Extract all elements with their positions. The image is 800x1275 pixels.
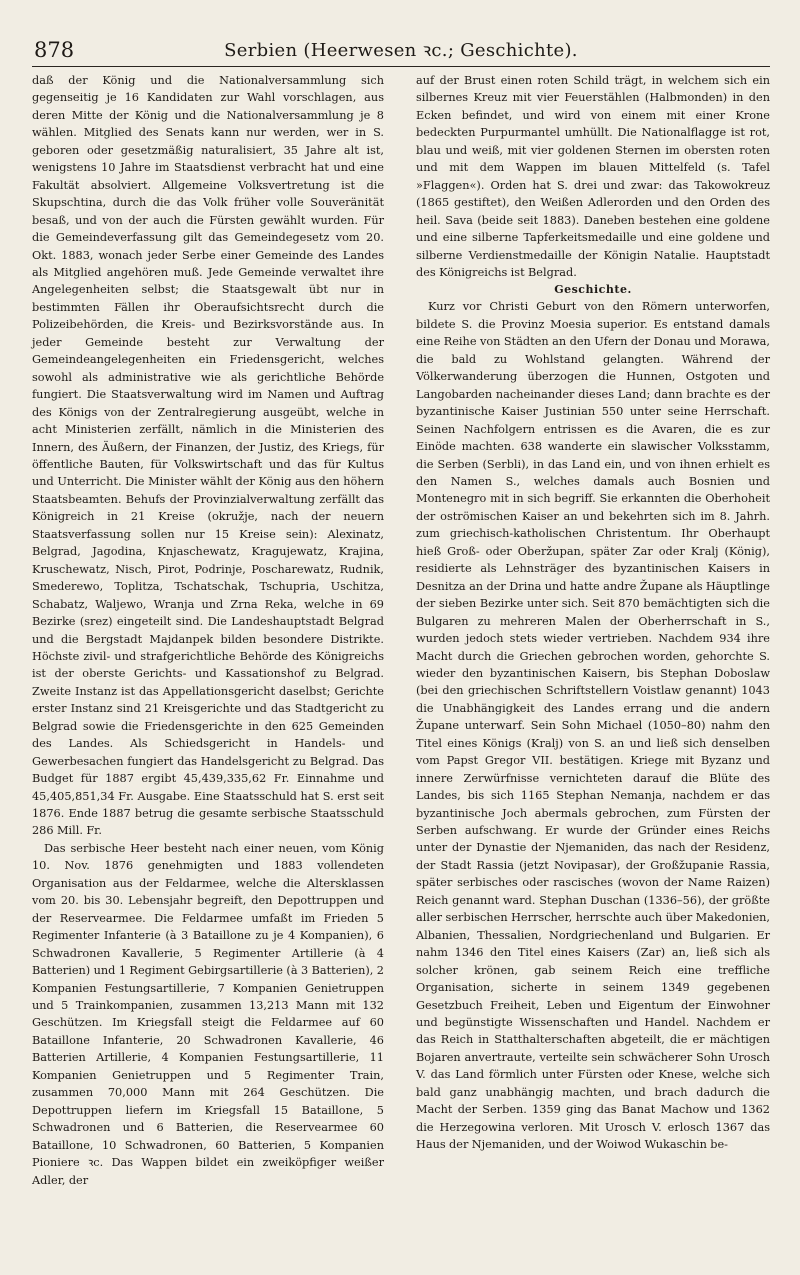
section-heading-history: Geschichte. <box>554 283 632 297</box>
paragraph-coat-of-arms: auf der Brust einen roten Schild trägt, in welchem sich ein silbernes Kreuz mit vier Feuerstählen (Halbmonden) in den Ecken befindet, und wird von einem mit einer Krone bedeckten Purpurmantel umhüllt. Die Nationalflagge ist rot, blau und weiß, mit vier goldenen Sternen im obersten roten und mit dem Wappen im blauen Mittelfeld (s. Tafel »Flaggen«). Orden hat S. drei und zwar: das Takowokreuz (1865 gestiftet), den Weißen Adlerorden und den Orden des heil. Sava (beide seit 1883). Daneben bestehen eine goldene und eine silberne Tapferkeitsmedaille und eine goldene und silberne Verdienstmedaille der Königin Natalie. Hauptstadt des Königreichs ist Belgrad. <box>416 74 770 279</box>
paragraph-constitution: daß der König und die Nationalversammlung sich gegenseitig je 16 Kandidaten zur Wahl vorschlagen, aus deren Mitte der König und die Nationalversammlung je 8 wählen. Mitglied des Senats kann nur werden, wer in S. geboren oder gesetzmäßig naturalisiert, 35 Jahre alt ist, wenigstens 10 Jahre im Staatsdienst verbracht hat und eine Fakultät absolviert. Allgemeine Volksvertretung ist die Skupschtina, durch die das Volk früher volle Souveränität besaß, und von der auch die Fürsten gewählt wurden. Für die Gemeindeverfassung gilt das Gemeindegesetz vom 20. Okt. 1883, wonach jeder Serbe einer Gemeinde des Landes als Mitglied angehören muß. Jede Gemeinde verwaltet ihre Angelegenheiten selbst; die Staatsgewalt übt nur in bestimmten Fällen ihr Oberaufsichtsrecht durch die Polizeibehörden, die Kreis- und Bezirksvorstände aus. In jeder Gemeinde besteht zur Verwaltung der Gemeindeangelegenheiten ein Friedensgericht, welches sowohl als administrative wie als gerichtliche Behörde fungiert. Die Staatsverwaltung wird im Namen und Auftrag des Königs von der Zentralregierung ausgeübt, welche in acht Ministerien zerfällt, nämlich in die Ministerien des Innern, des Äußern, der Finanzen, der Justiz, des Kriegs, für öffentliche Bauten, für Volkswirtschaft und das für Kultus und Unterricht. Die Minister wählt der König aus den höhern Staatsbeamten. Behufs der Provinzialverwaltung zerfällt das Königreich in 21 Kreise (okružje, nach der neuern Staatsverfassung sollen nur 15 Kreise sein): Alexinatz, Belgrad, Jagodina, Knjaschewatz, Kragujewatz, Krajina, Kruschewatz, Nisch, Pirot, Podrinje, Poscharewatz, Rudnik, Smederewo, Toplitza, Tschatschak, Tschupria, Uschitza, Schabatz, Waljewo, Wranja und Zrna Reka, welche in 69 Bezirke (srez) eingeteilt sind. Die Landeshauptstadt Belgrad und die Bergstadt Majdanpek bilden besondere Distrikte. Höchste zivil- und strafgerichtliche Behörde des Königreichs ist der oberste Gerichts- und Kassationshof zu Belgrad. Zweite Instanz ist das Appellationsgericht daselbst; Gerichte erster Instanz sind 21 Kreisgerichte und das Stadtgericht zu Belgrad sowie die Friedensgerichte in den 625 Gemeinden des Landes. Als Schiedsgericht in Handels- und Gewerbesachen fungiert das Handelsgericht zu Belgrad. Das Budget für 1887 ergibt 45,439,335,62 Fr. Einnahme und 45,405,851,34 Fr. Ausgabe. Eine Staatsschuld hat S. erst seit 1876. Ende 1887 betrug die gesamte serbische Staatsschuld 286 Mill. Fr. <box>32 74 384 838</box>
running-title: Serbien (Heerwesen ꝛc.; Geschichte). <box>224 40 578 61</box>
right-column <box>416 72 770 1154</box>
page-number: 878 <box>34 38 75 62</box>
paragraph-history: Kurz vor Christi Geburt von den Römern unterworfen, bildete S. die Provinz Moesia superior. Es entstand damals eine Reihe von Städten an den Ufern der Donau und Morawa, die bald zu Wohlstand gelangten. Während der Völkerwanderung überzogen die Hunnen, Ostgoten und Langobarden nacheinander dieses Land; dann brachte es der byzantinische Kaiser Justinian 550 unter seine Herrschaft. Seinen Nachfolgern entrissen es die Avaren, die es zur Einöde machten. 638 wanderte ein slawischer Volksstamm, die Serben (Serbli), in das Land ein, und von ihnen erhielt es den Namen S., welches damals auch Bosnien und Montenegro mit in sich begriff. Sie erkannten die Oberhoheit der oströmischen Kaiser an und bekehrten sich im 8. Jahrh. zum griechisch-katholischen Christentum. Ihr Oberhaupt hieß Groß- oder Oberžupan, später Zar oder Kralj (König), residierte als Lehnsträger des byzantinischen Kaisers in Desnitza an der Drina und hatte andre Župane als Häuptlinge der sieben Bezirke unter sich. Seit 870 bemächtigten sich die Bulgaren zu mehreren Malen der Oberherrschaft in S., wurden jedoch stets wieder vertrieben. Nachdem 934 ihre Macht durch die Griechen gebrochen worden, gehorchte S. wieder den byzantinischen Kaisern, bis Stephan Doboslaw (bei den griechischen Schriftstellern Voistlaw genannt) 1043 die Unabhängigkeit des Landes errang und die andern Župane unterwarf. Sein Sohn Michael (1050–80) nahm den Titel eines Königs (Kralj) von S. an und ließ sich denselben vom Papst Gregor VII. bestätigen. Kriege mit Byzanz und innere Zerwürfnisse vernichteten darauf die Blüte des Landes, bis sich 1165 Stephan Nemanja, nachdem er das byzantinische Joch abermals gebrochen, zum Fürsten der Serben aufschwang. Er wurde der Gründer eines Reichs unter der Dynastie der Njemaniden, das nach der Residenz, der Stadt Rassia (jetzt Novipasar), der Großžupanie Rassia, später serbisches oder rascisches (wovon der Name Raizen) Reich genannt ward. Stephan Duschan (1336–56), der größte aller serbischen Herrscher, herrschte auch über Makedonien, Albanien, Thessalien, Nordgriechenland und Bulgarien. Er nahm 1346 den Titel eines Kaisers (Zar) an, ließ sich als solcher krönen, gab seinem Reich eine treffliche Organisation, sicherte in seinem 1349 gegebenen Gesetzbuch Freiheit, Leben und Eigentum der Einwohner und begünstigte Wissenschaften und Handel. Nachdem er das Reich in Statthalterschaften abgeteilt, die er mächtigen Bojaren anvertraute, verteilte sein schwächerer Sohn Urosch V. das Land förmlich unter Fürsten oder Knese, welche sich bald ganz unabhängig machten, und brach dadurch die Macht der Serben. 1359 ging das Banat Machow und 1362 die Herzegowina verloren. Mit Urosch V. erlosch 1367 das Haus der Njemaniden, und der Woiwod Wukaschin be- <box>416 300 770 1152</box>
paragraph-army: Das serbische Heer besteht nach einer neuen, vom König 10. Nov. 1876 genehmigten und 1883 vollendeten Organisation aus der Feldarmee, welche die Altersklassen vom 20. bis 30. Lebensjahr begreift, den Depottruppen und der Reservearmee. Die Feldarmee umfaßt im Frieden 5 Regimenter Infanterie (à 3 Bataillone zu je 4 Kompanien), 6 Schwadronen Kavallerie, 5 Regimenter Artillerie (à 4 Batterien) und 1 Regiment Gebirgsartillerie (à 3 Batterien), 2 Kompanien Festungsartillerie, 7 Kompanien Genietruppen und 5 Trainkompanien, zusammen 13,213 Mann mit 132 Geschützen. Im Kriegsfall steigt die Feldarmee auf 60 Bataillone Infanterie, 20 Schwadronen Kavallerie, 46 Batterien Artillerie, 4 Kompanien Festungsartillerie, 11 Kompanien Genietruppen und 5 Regimenter Train, zusammen 70,000 Mann mit 264 Geschützen. Die Depottruppen liefern im Kriegsfall 15 Bataillone, 5 Schwadronen und 6 Batterien, die Reservearmee 60 Bataillone, 10 Schwadronen, 60 Batterien, 5 Kompanien Pioniere ꝛc. Das Wappen bildet ein zweiköpfiger weißer Adler, der <box>32 841 384 1187</box>
left-column <box>32 72 384 1189</box>
page-header <box>32 26 770 67</box>
